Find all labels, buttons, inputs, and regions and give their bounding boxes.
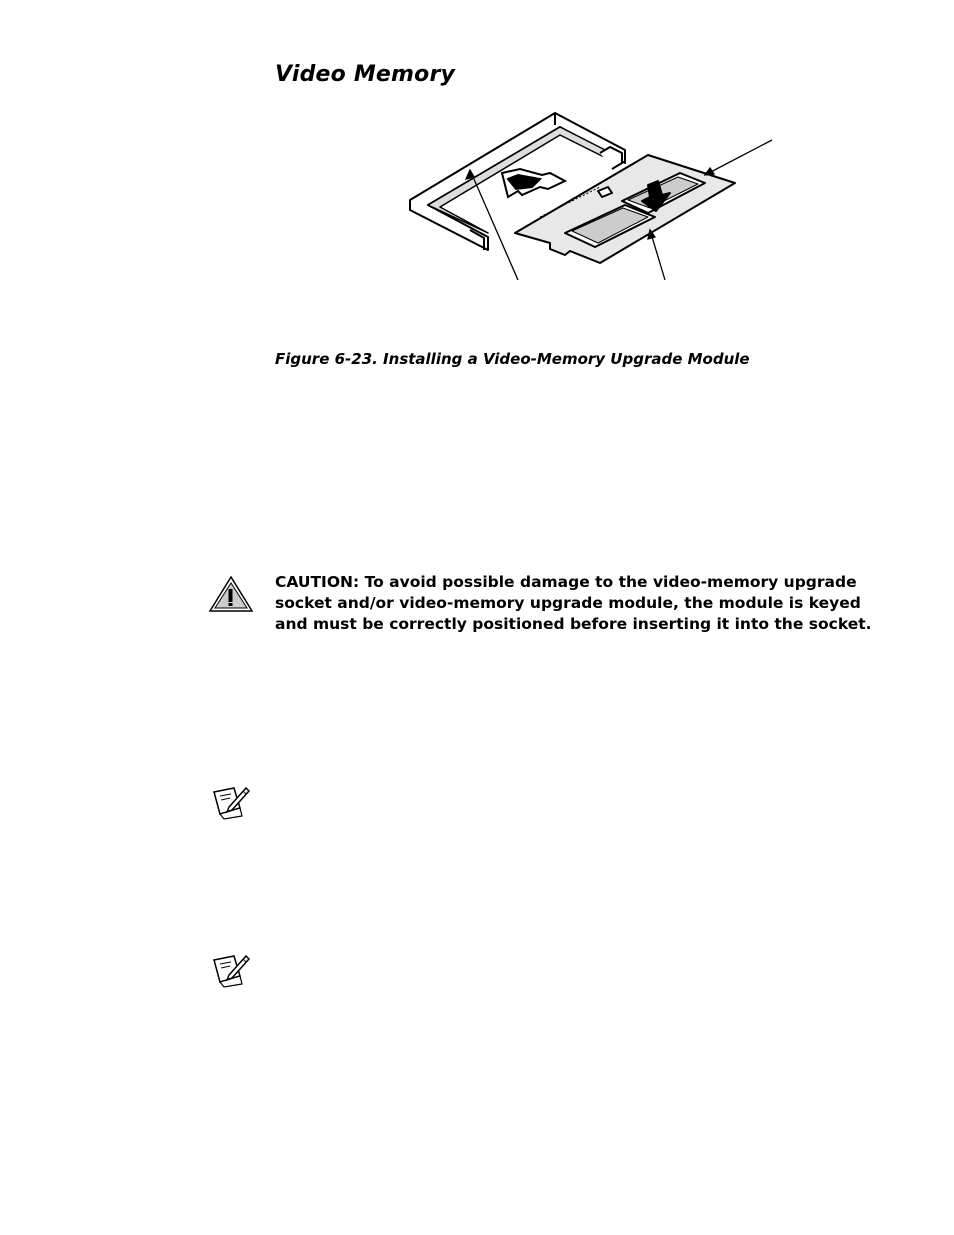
caution-body: To avoid possible damage to the video-memory upgrade socket and/or video-memory upgrade module, the module is keyed and must be correctly positioned before inserting it into the socket.: [275, 573, 872, 633]
video-memory-module-illustration: [400, 105, 780, 290]
caution-message: [275, 572, 875, 635]
caution-label: CAUTION:: [275, 573, 360, 591]
section-heading: Video Memory: [275, 62, 456, 87]
note-pencil-icon: [212, 954, 250, 988]
insert-arrow: [502, 169, 565, 197]
note-pencil-icon: [212, 786, 250, 820]
caution-triangle-icon: [208, 575, 254, 613]
upgrade-module: [515, 155, 735, 263]
figure-caption: Figure 6-23. Installing a Video-Memory Upgrade Module: [275, 350, 750, 368]
